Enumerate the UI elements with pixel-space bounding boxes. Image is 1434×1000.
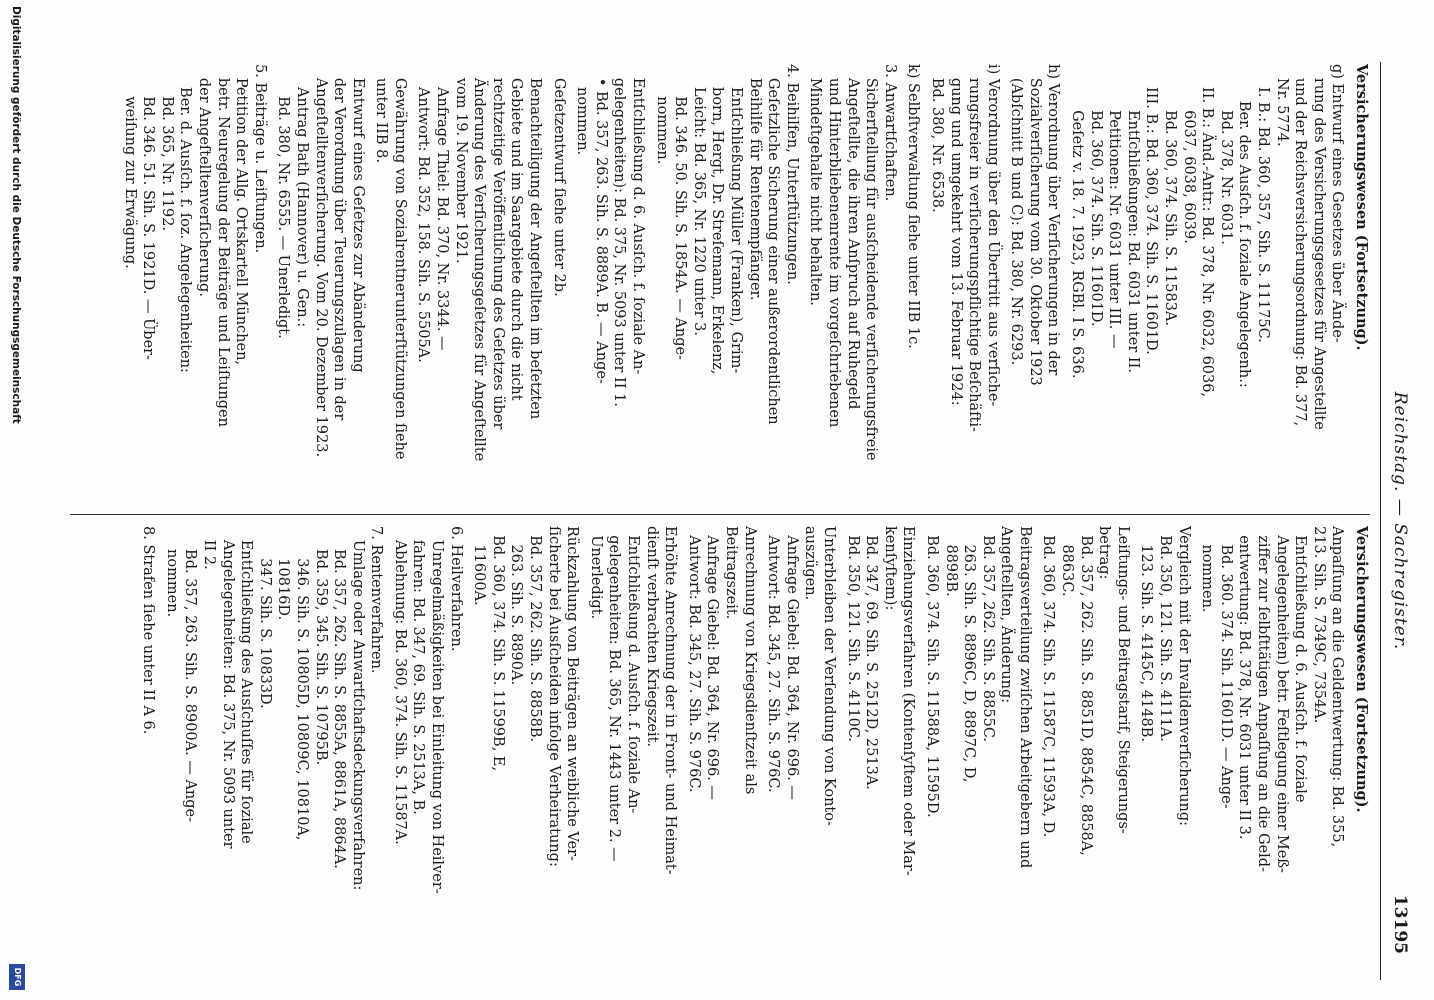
digitization-credit: Digitalisierung gefördert durch die Deutsche Forschungsgemeinschaft [10,6,22,424]
index-entry: Rückzahlung von Beiträgen an weibliche Ver- ſicherte bei Ausſcheiden infolge Verheiratung: Bd. 357, 262. Sih. S. 8858B. 263. Sih. S. 8890A. Bd. 360, 374. Sih. S. 11599B, E, 11600A. [471,526,581,867]
index-entry: Beitragsverteilung zwiſchen Arbeitgebern und Angeſtellten, Änderung: Bd. 357, 262. Sih. S. 8855C. 263. Sih. S. 8896C, D, 8897C, D, 8898B. Bd. 360, 374. Sih. S. 11588A, 11595D. [923,526,1033,869]
header-rule [1380,62,1381,980]
index-entry: Unterbleiben der Verſendung von Konto- auszügen. Anfrage Giebel: Bd. 364, Nr. 696. — Antwort: Bd. 345, 27. Sih. S. 976C. [765,526,837,826]
section-heading: Versicherungswesen (Fortsetzung). [1353,64,1370,351]
right-column [139,526,1370,956]
index-entry: Geſetzentwurf ſiehe unter 2b. [550,64,567,297]
index-entry: 4. Beihilfen, Unterſtützungen. Geſetzliche Sicherung einer außerordentlichen Beihilfe für Rentenempfänger. Entſchließung Müller (Franken), Grim- born, Hergt, Dr. Streſemann, Erkelenz, Leicht: Bd. 365, Nr. 1220 unter 3. Bd. 346. 50. Sih. S. 1854A. — Ange- nommen. [653,64,800,425]
index-entry: 8. Strafen ſiehe unter II A 6. [140,526,157,735]
index-entry: 6. Heilverfahren. Unregelmäßigkeiten bei Einleitung von Heilver- fahren: Bd. 347, 69. Sih. S. 2513A, B. Ablehnung: Bd. 360, 374. Sih. S. 11587A. [391,526,464,894]
index-entry: Gewährung von Sozialrentnerunterſtützungen ſiehe unter IIB 8. [373,77,408,460]
index-entry: h) Verordnung über Verſicherungen in der Sozialverſicherung vom 30. Oktober 1923 (Abſchnitt B und C): Bd. 380, Nr. 6293. [1008,64,1062,386]
index-entry: g) Entwurf eines Gesetzes über Ände- rung des Versicherungsgesetzes für Angestellte und der Reichsversicherungsordnung: Bd. 377, Nr. 5774. I. B.: Bd. 360, 357, Sih. S. 11175C. Ber. des Ausſch. f. ſoziale Angelegenh.: Bd. 378, Nr. 6031. II. B.: Änd.-Antr.: Bd. 378, Nr. 6032, 6036, 6037, 6038, 6039. Bd. 360, 374. Sih. S. 11583A. III. B.: Bd. 360, 374. Sih. S. 11601D. Entſchließungen: Bd. 6031 unter II. Petitionen: Nr. 6031 unter III. — Bd. 360, 374. Sih. S. 11601D. Geſetz v. 18. 7. 1923, RGBl. I S. 636. [1069,64,1346,430]
index-entry: Anpaſſung an die Geldentwertung: Bd. 355, 213. Sih. S. 7349C, 7354A. Entſchließung d. 6. Ausſch. f. ſoziale Angelegenheiten) betr. Feſtlegung einer Meß- ziffer zur ſelbſttätigen Anpaſſung an die Geld- entwertung: Bd. 378, Nr. 6031 unter II 3. Bd. 360. 374. Sih. 11601D. — Ange- nommen. [1199,526,1346,873]
index-entry: k) Selbſtverwaltung ſiehe unter IIB 1c. [905,64,922,349]
index-entry: Anrechnung von Kriegsdienſtzeit als Beitragszeit. Anfrage Giebel: Bd. 364, Nr. 696. — Antwort: Bd. 345, 27. Sih. S. 976C. [685,526,758,800]
left-entry-list [120,64,1346,504]
index-entry: Benachteiligung der Angeſtellten im beſetzten Gebiete und im Saargebiete durch die nicht rechtzeitige Veröffentlichung des Geſetzes über Änderung des Verſicherungsgeſetzes für Angeſtellte vom 19. November 1921. Anfrage Thiel: Bd. 370, Nr. 3344. — Antwort: Bd. 352, 158. Sih. S. 5505A. [415,77,544,462]
dfg-logo: DFG [9,964,25,990]
index-entry: Leiſtungs- und Beitragstarif, Steigerungs- betrag: Bd. 357, 262. Sih. S. 8851D, 8854C, 8858A, 8863C. Bd. 360, 374. Sih. S. 11587C, 11593A, D. [1040,526,1131,856]
index-entry: Einziehungsverfahren (Kontenſyſtem oder Mar- kenſyſtem): Bd. 347, 69. Sih. S. 2512D, 2513A. Bd. 350, 121. Sih. S. 4110C. [844,526,917,876]
page-header [1380,62,1414,980]
page-number: 13195 [1390,894,1410,954]
column-divider [70,514,1370,515]
index-entry: Erhöhte Anrechnung der in Front- und Heimat- dienſt verbrachten Kriegszeit. Entſchließung d. Ausſch. f. ſoziale An- gelegenheiten: Bd. 365, Nr. 1443 unter 2. — Unerledigt. [587,526,679,875]
index-entry: 7. Rentenverfahren. Umlage oder Anwartſchaftsdeckungsverfahren: Bd. 357, 262. Sih. S. 8855A, 8861A, 8864A. Bd. 359, 345. Sih. S. 10795B. 346. Sih. S. 10805D, 10809C, 10810A, 10816D. 347. Sih. S. 10833D. Entſchließung des Ausſchuſſes für ſoziale Angelegenheiten: Bd. 375, Nr. 5093 unter II 2. Bd. 357, 263. Sih. S. 8900A. — Ange- nommen. [163,526,385,891]
index-entry: Vergleich mit der Invalidenverſicherung: Bd. 350, 121. Sih. S. 4111A. 123. Sih. S. 4145C, 4148B. [1138,526,1192,826]
section-heading: Versicherungswesen (Fortsetzung). [1353,526,1370,813]
index-entry: Entwurf eines Geſetzes zur Abänderung der Verordnung über Teuerungszulagen in der Angeſtelltenverſicherung. Vom 20. Dezember 1923. Antrag Bath (Hannover) u. Gen.: Bd. 380, Nr. 6555. — Unerledigt. [275,77,366,458]
index-entry: Entſchließung d. 6. Ausſch. f. ſoziale An- gelegenheiten): Bd. 375, Nr. 5093 unter II 1. • Bd. 357, 263. Sih. S. 8889A. B. — Ange- nommen. [574,77,647,407]
right-entry-list [139,526,1347,956]
index-entry: 3. Anwartſchaften. Sicherſtellung für ausſcheidende verſicherungsfreie Angeſtellte, die ihren Anſpruch auf Ruhegeld und Hinterbliebenenrente im vorgeſchriebenen Mindeſtgehalte nicht behalten. [807,64,898,461]
left-column [120,64,1370,504]
index-entry: i) Verordnung über den Übertritt aus verſiche- rungsfreier in verſicherungspflichtige Beſchäfti- gung und umgekehrt vom 13. Februar 1924: Bd. 380, Nr. 6538. [928,64,1001,432]
index-entry: 5. Beiträge u. Leiſtungen. Petition der Allg. Ortskartell München, betr. Neuregelung der Beiträge und Leiſtungen der Angeſtelltenverſicherung. Ber. d. Ausſch. f. ſoz. Angelegenheiten: Bd. 365, Nr. 1192. Bd. 346. 51. Sih. S. 1921D. — Über- weiſung zur Erwägung. [121,64,268,427]
running-title: Reichstag. — Sachregister. [1390,391,1410,651]
